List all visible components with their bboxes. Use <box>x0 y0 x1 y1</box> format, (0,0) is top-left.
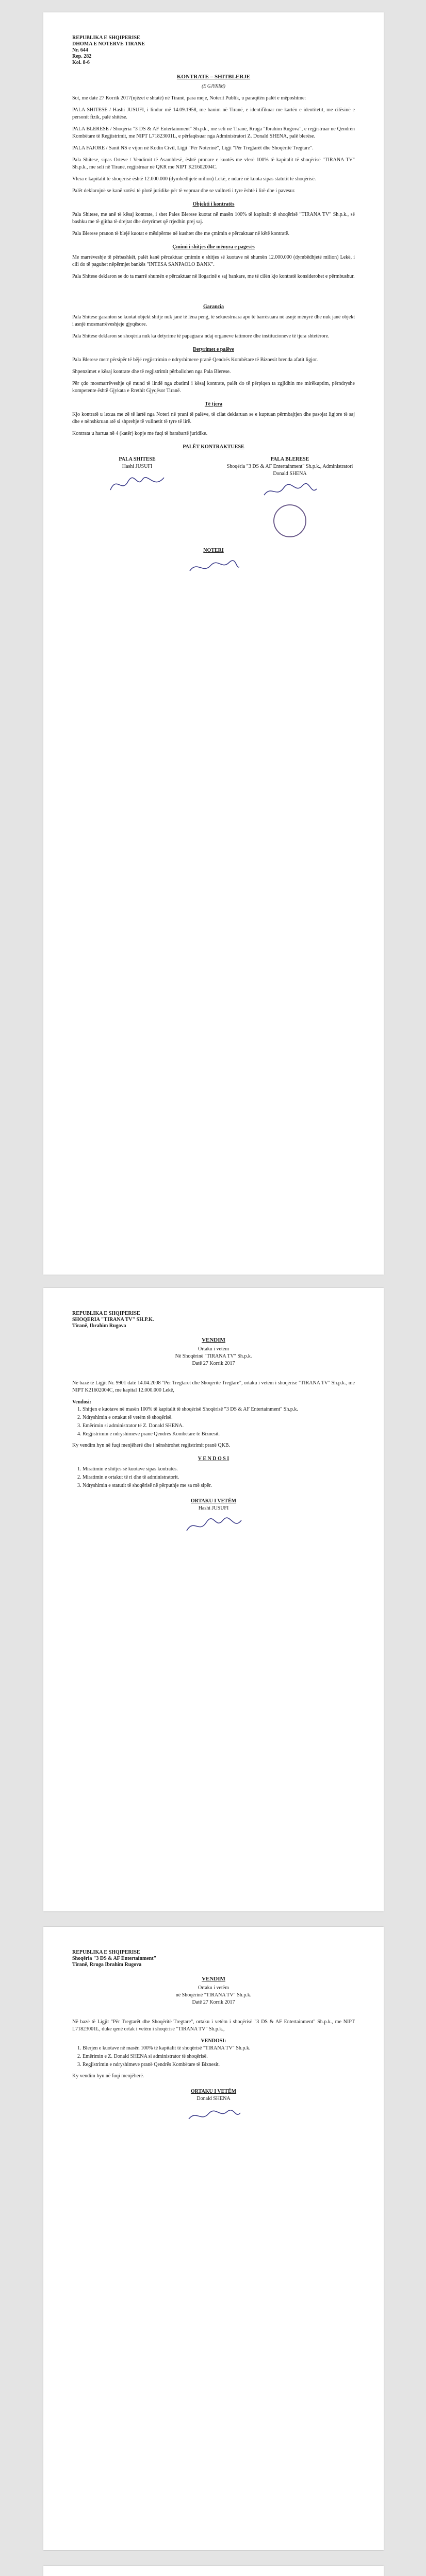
subtitle-line: Datë 27 Korrik 2017 <box>192 1999 235 2005</box>
decision-body <box>72 1950 355 2530</box>
decision-intro: Në bazë të Ligjit Nr. 9901 datë 14.04.2008 "Për Tregtarët dhe Shoqëritë Tregtare", ortaku i vetëm i shoqërisë "TIRANA TV" Sh.p.k., me NIPT K21602004C, me kapital 12.000.000 Lekë, <box>72 1380 355 1393</box>
kol-label: Kol. <box>72 60 82 65</box>
seller-heading: PALA SHITESE <box>119 456 156 462</box>
signatures-row <box>72 456 355 540</box>
body-paragraph: Për çdo mosmarrëveshje që mund të lindë nga zbatimi i kësaj kontrate, palët do të përpiqen ta zgjidhin me mirëkuptim, përndryshe kompetente është Gjykata e Rrethit Gjyqësor Tiranë. <box>72 381 355 394</box>
buyer-heading: PALA BLERESE <box>270 456 309 462</box>
header-line-3: Tiranë, Ibrahim Rugova <box>72 1323 126 1329</box>
section-detyrimet: Detyrimet e palëve <box>193 347 234 352</box>
party-buyer: PALA BLERESE / Shoqëria "3 DS & AF Entertainment" Sh.p.k., me seli në Tiranë, Rruga "Ibrahim Rugova", e regjistruar në Qendrën Kombëtare të Regjistrimit, me NIPT L71823001L, e përfaqësuar nga Administratori Z. Donald SHENA, palë blerëse. <box>72 126 355 139</box>
contract-page-1 <box>43 12 384 1275</box>
body-paragraph: Palët deklarojnë se kanë zotësi të plotë juridike për të vepruar dhe se vullneti i tyre është i lirë dhe i pavesur. <box>72 188 296 194</box>
list-item: 3. Emërimin si administrator të Z. Donald SHENA. <box>77 1423 184 1429</box>
list-item: 1. Miratimin e shitjes së kuotave sipas kontratës. <box>77 1466 178 1472</box>
decision-list <box>77 1406 355 1438</box>
header-line-2: Shoqëria "3 DS & AF Entertainment" <box>72 1956 157 1961</box>
buyer-name: Shoqëria "3 DS & AF Entertainment" Sh.p.k., Administratori Donald SHENA <box>226 464 353 477</box>
body-paragraph: Me marrëveshje të përbashkët, palët kanë përcaktuar çmimin e shitjes së kuotave në shumën 12.000.000 (dymbëdhjetë milion) Lekë, i cili do të paguhet nëpërmjet bankës "INTESA SANPAOLO BANK". <box>72 255 355 267</box>
contract-body <box>72 35 355 1254</box>
seller-signature <box>72 472 202 495</box>
header-block <box>72 35 355 66</box>
body-paragraph: Pala Shitese deklaron se shoqëria nuk ka detyrime të papaguara ndaj organeve tatimore dhe institucioneve të tjera shtetërore. <box>72 333 330 339</box>
header-line-1: REPUBLIKA E SHQIPERISE <box>72 35 140 41</box>
header-line-2: SHOQERIA "TIRANA TV" SH.P.K. <box>72 1317 154 1323</box>
nr-value: 644 <box>80 47 88 53</box>
ortaku-signature <box>72 2105 355 2127</box>
body-paragraph: Pala Blerese pranon të blejë kuotat e mësipërme në kushtet dhe me çmimin e përcaktuar në këtë kontratë. <box>72 231 289 236</box>
body-paragraph: Pala Shitese, me anë të kësaj kontrate, i shet Pales Blerese kuotat në masën 100% të kapitalit të shoqërisë "TIRANA TV" Sh.p.k., së bashku me të gjitha të drejtat dhe detyrimet që rrjedhin prej saj. <box>72 212 355 225</box>
header-line-3: Tiranë, Rruga Ibrahim Rugova <box>72 1962 142 1968</box>
subtitle-line: Datë 27 Korrik 2017 <box>192 1361 235 1366</box>
section-palet: PALËT KONTRAKTUESE <box>183 444 244 450</box>
list-item: 3. Regjistrimin e ndryshimeve pranë Qendrës Kombëtare të Biznesit. <box>77 2062 220 2067</box>
body-paragraph: Kjo kontratë u lexua me zë të lartë nga Noteri në prani të palëve, të cilat deklaruan se e kuptuan përmbajtjen dhe pasojat ligjore të saj dhe e nënshkruan atë si shprehje të vullnetit të tyre të lirë. <box>72 412 355 425</box>
section-garancia: Garancia <box>203 304 224 310</box>
body-paragraph: Vlera e kapitalit të shoqërisë është 12.000.000 (dymbëdhjetë milion) Lekë, e ndarë në kuota sipas statutit të shoqërisë. <box>72 176 316 182</box>
notary-heading: NOTERI <box>203 548 224 553</box>
decide-label: Vendosi: <box>72 1399 91 1405</box>
intro-paragraph: Sot, me date 27 Korrik 2017(njëzet e shtatë) në Tiranë, para meje, Noterit Publik, u paraqitën palët e mëposhtme: <box>72 95 306 101</box>
header-line-1: REPUBLIKA E SHQIPERISE <box>72 1950 140 1955</box>
company-stamp <box>273 504 306 537</box>
ortaku-name: Hashi JUSUFI <box>198 1505 229 1511</box>
decision-list-2 <box>77 1466 355 1489</box>
section-cmimi: Çmimi i shitjes dhe mënyra e pagesës <box>172 244 255 250</box>
party-seller: PALA SHITESE / Hashi JUSUFI, i lindur më 14.09.1958, me banim në Tiranë, e identifikuar me kartën e identitetit, me cilësinë e personit fizik, palë shitëse. <box>72 107 355 120</box>
notary-signature <box>72 556 355 579</box>
list-item: 2. Ndryshimin e ortakut të vetëm të shoqërisë. <box>77 1415 173 1420</box>
nr-label: Nr. <box>72 47 79 53</box>
subtitle-line: Në Shoqërinë "TIRANA TV" Sh.p.k. <box>175 1353 252 1359</box>
ortaku-name: Donald SHENA <box>196 2096 231 2102</box>
party-legal: PALA FAJORE / Sanit NS e vijon në Kodin Civil, Ligji "Për Noterinë", Ligji "Për Tregtarët dhe Shoqëritë Tregtare". <box>72 145 314 151</box>
subtitle-line: në Shoqërinë "TIRANA TV" Sh.p.k. <box>175 1992 252 1998</box>
decision-subtitle <box>72 1985 355 2006</box>
list-item: 3. Ndryshimin e statutit të shoqërisë në përputhje me sa më sipër. <box>77 1483 212 1488</box>
list-item: 2. Emërimin e Z. Donald SHENA si administrator të shoqërisë. <box>77 2054 208 2059</box>
list-item: 1. Blerjen e kuotave në masën 100% të kapitalit të shoqërisë "TIRANA TV" Sh.p.k. <box>77 2045 251 2051</box>
list-item: 1. Shitjen e kuotave në masën 100% të kapitalit të shoqërisë Shoqërisë "3 DS & AF Entertainment" Sh.p.k. <box>77 1406 298 1412</box>
rep-label: Rep. <box>72 54 83 59</box>
registry-page <box>43 2566 384 2576</box>
decision-subtitle <box>72 1346 355 1367</box>
rep-value: 282 <box>84 54 92 59</box>
body-paragraph: Pala Shitese deklaron se do ta marrë shumën e përcaktuar në llogarinë e saj bankare, me të cilën kjo kontratë konsiderohet e përmbushur. <box>72 274 355 279</box>
contract-title: KONTRATE – SHITBLERJE <box>176 74 251 80</box>
list-item: 4. Regjistrimin e ndryshimeve pranë Qendrës Kombëtare të Biznesit. <box>77 1431 220 1437</box>
ortaku-heading: ORTAKU I VETËM <box>190 1498 237 1504</box>
header-line-1: REPUBLIKA E SHQIPERISE <box>72 1311 140 1316</box>
decision-page-2 <box>43 1927 384 2550</box>
body-paragraph: Pala Shitese garanton se kuotat objekt shitje nuk janë të lëna peng, të sekuestruara apo të barrësuara në asnjë mënyrë dhe nuk janë objekt i asnjë mosmarrëveshjeje gjyqësore. <box>72 314 355 327</box>
decision-after: Ky vendim hyn në fuqi menjëherë. <box>72 2073 144 2079</box>
body-paragraph: Shpenzimet e kësaj kontrate dhe të regjistrimit përballohen nga Pala Blerese. <box>72 369 231 375</box>
body-paragraph: Pala Blerese merr përsipër të bëjë regjistrimin e ndryshimeve pranë Qendrës Kombëtare të Biznesit brenda afatit ligjor. <box>72 357 318 363</box>
ortaku-signature <box>72 1514 355 1537</box>
vendosi-heading: V E N D O S I <box>198 1456 230 1462</box>
subtitle-line: Ortaku i vetëm <box>198 1985 229 1991</box>
seller-signature-block <box>72 456 202 540</box>
kol-value: 8-6 <box>83 60 90 65</box>
decision-body <box>72 1311 355 1891</box>
contract-subtitle: (E GJYKIM) <box>202 83 225 89</box>
decide-label: VENDOSI: <box>201 2038 226 2044</box>
body-paragraph: Pala Shitese, sipas Orteve / Vendimit të Asamblesë, është pronare e kuotës me vlerë 100% të kapitalit të shoqërisë "TIRANA TV" Sh.p.k., me seli në Tiranë, regjistruar në QKR me NIPT K21602004C. <box>72 157 355 170</box>
buyer-signature <box>225 480 355 502</box>
section-te-tjera: Të tjera <box>204 401 223 407</box>
decision-list <box>77 2045 355 2069</box>
ortaku-heading: ORTAKU I VETËM <box>190 2089 237 2094</box>
buyer-signature-block <box>225 456 355 540</box>
seller-name: Hashi JUSUFI <box>122 464 153 469</box>
decision-intro: Në bazë të Ligjit "Për Tregtarët dhe Shoqëritë Tregtare", ortaku i vetëm i shoqërisë "3 DS & AF Entertainment" Sh.p.k., me NIPT L71823001L, duke qenë ortak i vetëm i shoqërisë "TIRANA TV" Sh.p.k., <box>72 2019 355 2032</box>
body-paragraph: Kontrata u hartua në 4 (katër) kopje me fuqi të barabartë juridike. <box>72 431 208 436</box>
list-item: 2. Miratimin e ortakut të ri dhe të administratorit. <box>77 1475 179 1480</box>
decision-title: VENDIM <box>202 1337 225 1343</box>
decision-page-1 <box>43 1288 384 1911</box>
subtitle-line: Ortaku i vetëm <box>198 1346 229 1352</box>
header-line-2: DHOMA E NOTERVE TIRANE <box>72 41 145 47</box>
decision-after: Ky vendim hyn në fuqi menjëherë dhe i nënshtrohet regjistrimit pranë QKB. <box>72 1443 231 1448</box>
section-objekti: Objekti i kontratës <box>192 201 235 207</box>
decision-title: VENDIM <box>202 1976 225 1982</box>
